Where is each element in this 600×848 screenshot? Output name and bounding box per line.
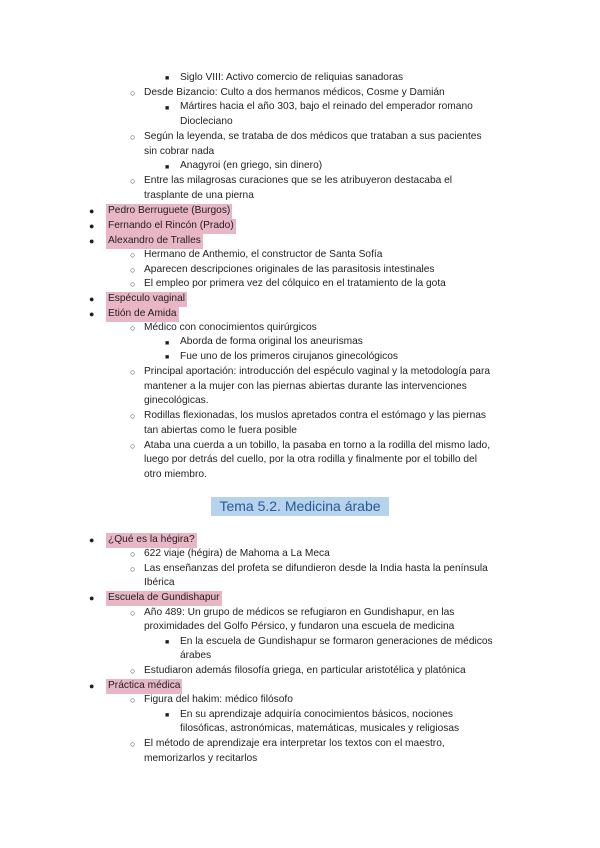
bullet-circle-icon: ○ bbox=[130, 250, 136, 260]
text-line: ginecológicas. bbox=[144, 395, 209, 406]
bullet-disc-icon: ● bbox=[89, 681, 95, 691]
bullet-square-icon: ■ bbox=[165, 75, 170, 82]
bullet-circle-icon: ○ bbox=[130, 265, 136, 275]
text-line: Siglo VIII: Activo comercio de reliquias sanadoras bbox=[180, 72, 404, 83]
bullet-circle-icon: ○ bbox=[130, 367, 136, 377]
text-line: filosóficas, astronómicas, matemáticas, musicales y religiosas bbox=[180, 723, 460, 734]
text-line: tan abiertas como le fuera posible bbox=[144, 425, 297, 436]
bullet-square-icon: ■ bbox=[165, 340, 170, 347]
text-line: Médico con conocimientos quirúrgicos bbox=[144, 322, 317, 333]
text-line: Fue uno de los primeros cirujanos ginecológicos bbox=[180, 351, 399, 362]
bullet-disc-icon: ● bbox=[89, 294, 95, 304]
bullet-disc-icon: ● bbox=[89, 221, 95, 231]
topic-highlight: Práctica médica bbox=[106, 679, 182, 694]
text-line: El método de aprendizaje era interpretar los textos con el maestro, bbox=[144, 738, 445, 749]
topic-highlight: Escuela de Gundishapur bbox=[106, 591, 222, 606]
text-line: Aparecen descripciones originales de las parasitosis intestinales bbox=[144, 264, 435, 275]
bullet-circle-icon: ○ bbox=[130, 564, 136, 574]
text-line: Mártires hacia el año 303, bajo el reinado del emperador romano bbox=[180, 101, 473, 112]
bullet-circle-icon: ○ bbox=[130, 441, 136, 451]
text-line: Ataba una cuerda a un tobillo, la pasaba en torno a la rodilla del mismo lado, bbox=[144, 440, 491, 451]
text-line: Anagyroi (en griego, sin dinero) bbox=[180, 160, 323, 171]
bullet-circle-icon: ○ bbox=[130, 739, 136, 749]
bullet-circle-icon: ○ bbox=[130, 132, 136, 142]
text-line: trasplante de una pierna bbox=[144, 190, 254, 201]
bullet-square-icon: ■ bbox=[165, 354, 170, 361]
bullet-circle-icon: ○ bbox=[130, 666, 136, 676]
bullet-disc-icon: ● bbox=[89, 206, 95, 216]
bullet-square-icon: ■ bbox=[165, 164, 170, 171]
bullet-circle-icon: ○ bbox=[130, 88, 136, 98]
topic-highlight: Pedro Berruguete (Burgos) bbox=[106, 204, 232, 219]
text-line: mantener a la mujer con las piernas abiertas durante las intervenciones bbox=[144, 381, 467, 392]
text-line: Entre las milagrosas curaciones que se les atribuyeron destacaba el bbox=[144, 175, 453, 186]
bullet-disc-icon: ● bbox=[89, 593, 95, 603]
bullet-circle-icon: ○ bbox=[130, 411, 136, 421]
bullet-circle-icon: ○ bbox=[130, 279, 136, 289]
text-line: Estudiaron además filosofía griega, en particular aristotélica y platónica bbox=[144, 665, 466, 676]
bullet-circle-icon: ○ bbox=[130, 608, 136, 618]
bullet-square-icon: ■ bbox=[165, 639, 170, 646]
topic-highlight: Fernando el Rincón (Prado) bbox=[106, 219, 236, 234]
text-line: otro miembro. bbox=[144, 469, 207, 480]
text-line: Principal aportación: introducción del espéculo vaginal y la metodología para bbox=[144, 366, 491, 377]
bullet-disc-icon: ● bbox=[89, 309, 95, 319]
text-line: En la escuela de Gundishapur se formaron generaciones de médicos bbox=[180, 636, 493, 647]
text-line: En su aprendizaje adquiría conocimientos básicos, nociones bbox=[180, 709, 453, 720]
bullet-circle-icon: ○ bbox=[130, 695, 136, 705]
bullet-square-icon: ■ bbox=[165, 712, 170, 719]
bullet-disc-icon: ● bbox=[89, 535, 95, 545]
text-line: sin cobrar nada bbox=[144, 146, 215, 157]
topic-highlight: Alexandro de Tralles bbox=[106, 234, 203, 249]
bullet-square-icon: ■ bbox=[165, 105, 170, 112]
text-line: Diocleciano bbox=[180, 116, 233, 127]
bullet-circle-icon: ○ bbox=[130, 549, 136, 559]
bullet-circle-icon: ○ bbox=[130, 176, 136, 186]
text-line: luego por detrás del cuello, por la otra rodilla y finalmente por el tobillo del bbox=[144, 454, 477, 465]
text-line: Año 489: Un grupo de médicos se refugiaron en Gundishapur, en las bbox=[144, 607, 455, 618]
bullet-circle-icon: ○ bbox=[130, 323, 136, 333]
text-line: Figura del hakim: médico filósofo bbox=[144, 694, 293, 705]
bullet-disc-icon: ● bbox=[89, 236, 95, 246]
topic-highlight: ¿Qué es la hégira? bbox=[106, 533, 197, 548]
text-line: Aborda de forma original los aneurismas bbox=[180, 336, 363, 347]
text-line: memorizarlos y recitarlos bbox=[144, 753, 258, 764]
text-line: El empleo por primera vez del cólquico en el tratamiento de la gota bbox=[144, 278, 446, 289]
text-line: proximidades del Golfo Pérsico, y fundaron una escuela de medicina bbox=[144, 621, 455, 632]
text-line: Las enseñanzas del profeta se difundieron desde la India hasta la península bbox=[144, 563, 488, 574]
text-line: Según la leyenda, se trataba de dos médicos que trataban a sus pacientes bbox=[144, 131, 482, 142]
text-line: 622 viaje (hégira) de Mahoma a La Meca bbox=[144, 548, 330, 559]
topic-highlight: Espéculo vaginal bbox=[106, 292, 187, 307]
text-line: Rodillas flexionadas, los muslos apretados contra el estómago y las piernas bbox=[144, 410, 487, 421]
text-line: Desde Bizancio: Culto a dos hermanos médicos, Cosme y Damián bbox=[144, 87, 445, 98]
section-heading: Tema 5.2. Medicina árabe bbox=[211, 497, 389, 516]
text-line: Hermano de Anthemio, el constructor de Santa Sofía bbox=[144, 249, 383, 260]
text-line: Ibérica bbox=[144, 577, 175, 588]
text-line: árabes bbox=[180, 650, 212, 661]
topic-highlight: Etión de Amida bbox=[106, 307, 179, 322]
